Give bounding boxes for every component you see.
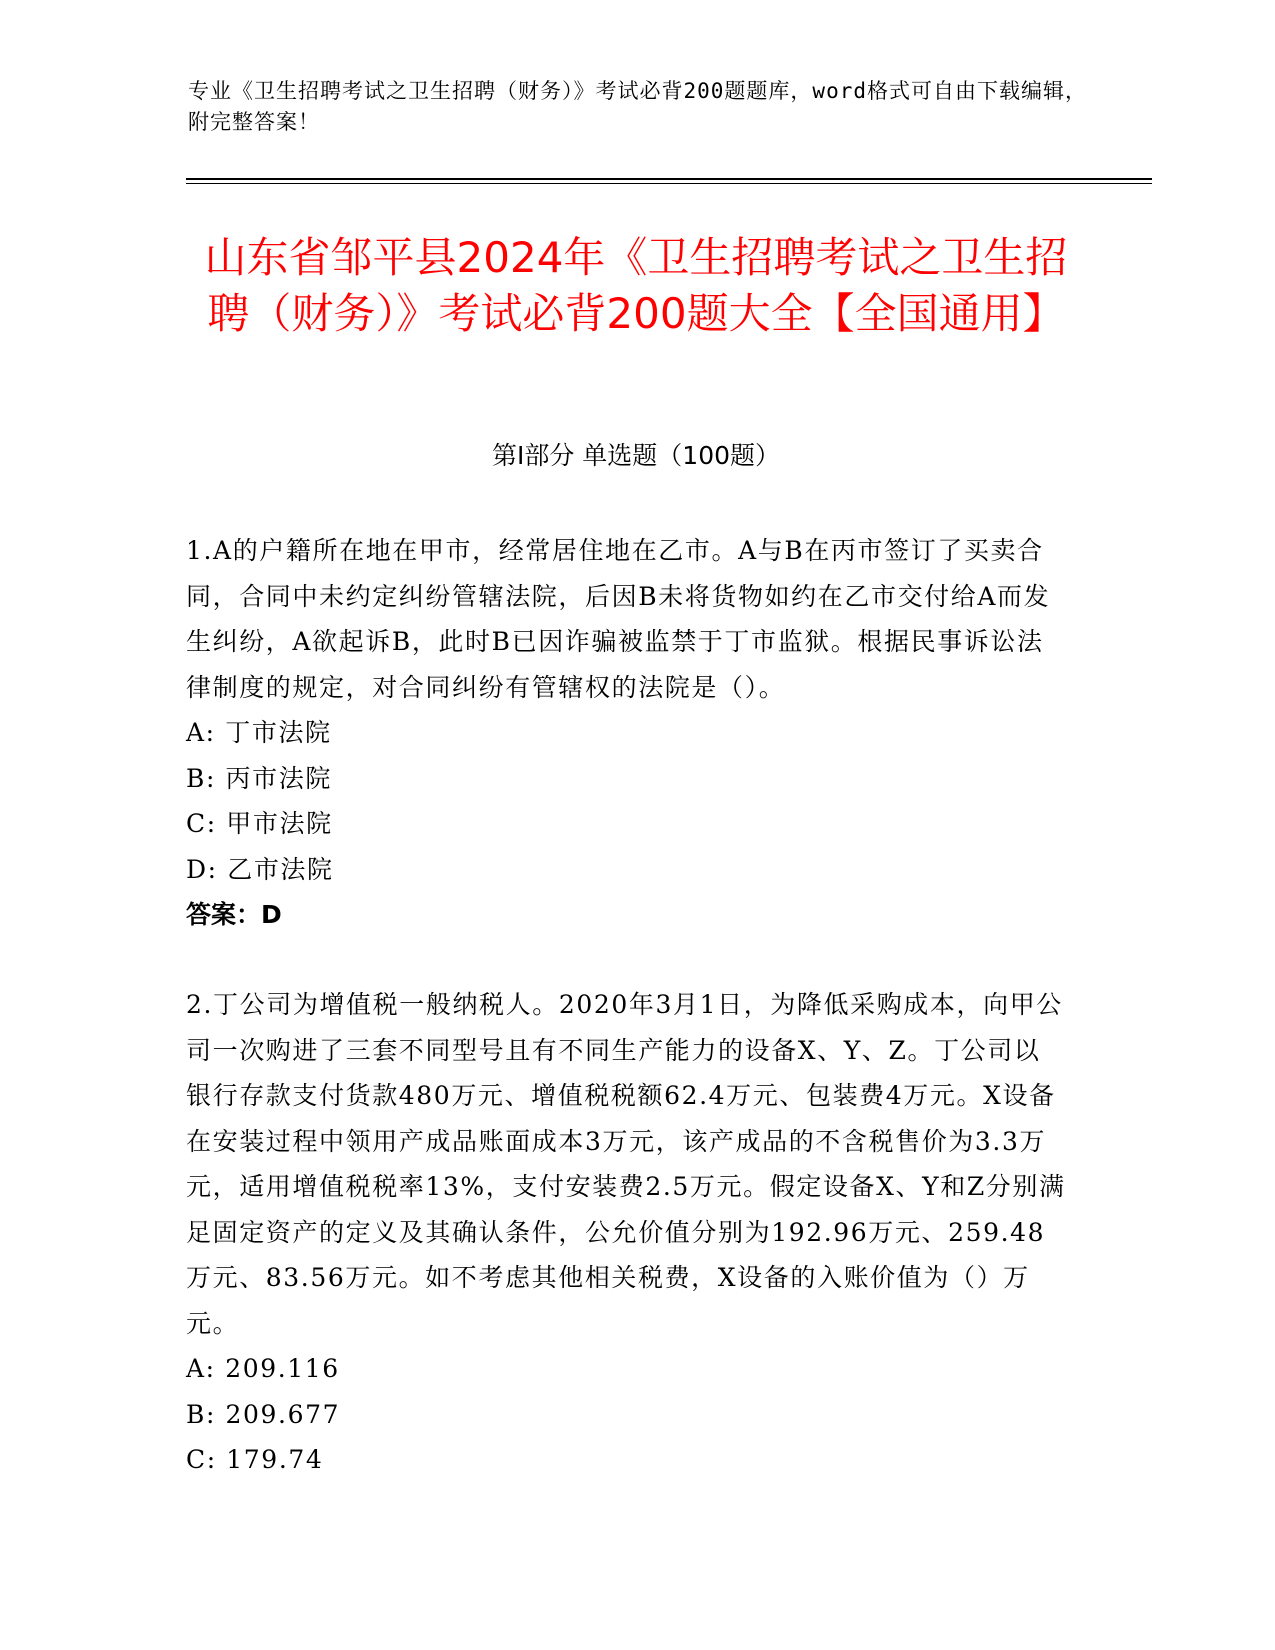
option-c: C: 甲市法院 (186, 809, 333, 838)
header-divider-thin (186, 183, 1152, 184)
question-2 (186, 982, 1066, 1483)
question-stem: 1.A的户籍所在地在甲市，经常居住地在乙市。A与B在丙市签订了买卖合同，合同中未约定纠纷管辖法院，后因B未将货物如约在乙市交付给A而发生纠纷，A欲起诉B，此时B已因诈骗被监禁于丁市监狱。根据民事诉讼法律制度的规定，对合同纠纷有管辖权的法院是（）。 (186, 536, 1051, 702)
header-divider-thick (186, 178, 1152, 180)
option-d: D: 乙市法院 (186, 854, 334, 884)
option-b: B: 丙市法院 (186, 763, 332, 793)
document-title: 山东省邹平县2024年《卫生招聘考试之卫生招聘（财务）》考试必背200题大全【全国通用】 (204, 233, 1068, 338)
option-c: C: 179.74 (186, 1445, 324, 1474)
header-note: 专业《卫生招聘考试之卫生招聘（财务）》考试必背200题题库，word格式可自由下载编辑，附完整答案！ (188, 79, 1087, 134)
option-b: B: 209.677 (186, 1399, 341, 1429)
question-1 (186, 528, 1066, 938)
question-stem: 2.丁公司为增值税一般纳税人。2020年3月1日，为降低采购成本，向甲公司一次购进了三套不同型号且有不同生产能力的设备X、Y、Z。丁公司以银行存款支付货款480万元、增值税税额62.4万元、包装费4万元。X设备在安装过程中领用产成品账面成本3万元，该产成品的不含税售价为3.3万元，适用增值税税率13%，支付安装费2.5万元。假定设备X、Y和Z分别满足固定资产的定义及其确认条件，公允价值分别为192.96万元、259.48万元、83.56万元。如不考虑其他相关税费，X设备的入账价值为（）万元。 (186, 990, 1066, 1338)
section-heading: 第Ⅰ部分 单选题（100题） (491, 441, 781, 470)
option-a: A: 丁市法院 (186, 718, 332, 747)
answer-line: 答案：D (186, 900, 282, 929)
option-a: A: 209.116 (186, 1354, 340, 1383)
